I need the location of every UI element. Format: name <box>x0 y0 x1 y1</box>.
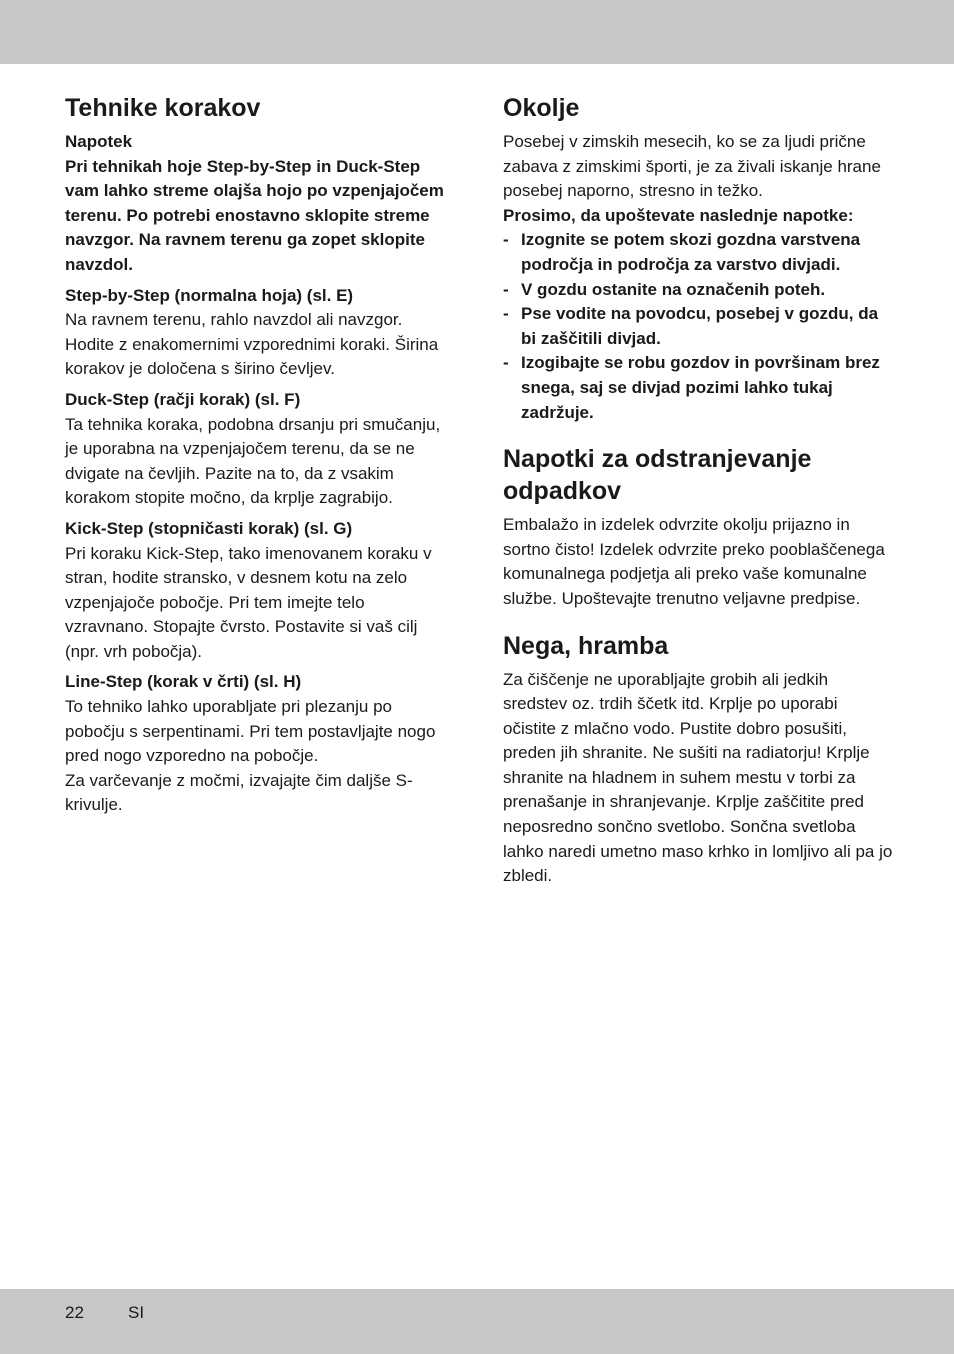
list-item: - Izogibajte se robu gozdov in površinam brez snega, saj se divjad pozimi lahko tukaj zadržuje. <box>503 351 893 425</box>
section-title-line-step: Line-Step (korak v črti) (sl. H) <box>65 672 302 692</box>
section-text-line-step-2: Za varčevanje z močmi, izvajajte čim daljše S-krivulje. <box>65 770 413 815</box>
heading-okolje: Okolje <box>503 94 580 122</box>
list-item: - Pse vodite na povodcu, posebej v gozdu, da bi zaščitili divjad. <box>503 302 893 351</box>
note-title: Napotek <box>65 132 133 151</box>
heading-tehnike-korakov: Tehnike korakov <box>65 94 261 122</box>
section-text-line-step: To tehniko lahko uporabljate pri plezanju po pobočju s serpentinami. Pri tem postavljajte nogo pred nogo vzporedno na pobočje. <box>65 697 436 766</box>
okolje-list <box>503 228 893 425</box>
section-title-kick-step: Kick-Step (stopničasti korak) (sl. G) <box>65 518 353 538</box>
okolje-text: Posebej v zimskih mesecih, ko se za ljudi prične zabava z zimskimi športi, je za živali iskanje hrane posebej naporno, stresno in težko. <box>503 132 881 201</box>
section-title-duck-step: Duck-Step (račji korak) (sl. F) <box>65 389 301 409</box>
heading-care-storage: Nega, hramba <box>503 631 669 660</box>
header-band <box>0 0 954 64</box>
waste-text: Embalažo in izdelek odvrzite okolju prijazno in sortno čisto! Izdelek odvrzite preko pooblaščenega komunalnega podjetja ali preko vaše komunalne službe. Upoštevajte trenutno veljavne predpise. <box>503 515 885 608</box>
section-text-kick-step: Pri koraku Kick-Step, tako imenovanem koraku v stran, hodite stransko, v desnem kotu na zelo vzpenjajoče pobočje. Pri tem imejte telo vzravnano. Stopajte čvrsto. Postavite si vaš cilj (npr. vrh pobočja). <box>65 543 432 661</box>
left-column <box>65 92 450 818</box>
section-title-step-by-step: Step-by-Step (normalna hoja) (sl. E) <box>65 285 354 305</box>
page-number: 22 <box>65 1303 84 1322</box>
list-item: - V gozdu ostanite na označenih poteh. <box>503 278 893 303</box>
okolje-lead: Prosimo, da upoštevate naslednje napotke: <box>503 205 854 225</box>
list-item: - Izognite se potem skozi gozdna varstvena področja in področja za varstvo divjadi. <box>503 228 893 277</box>
language-code: SI <box>128 1303 145 1322</box>
heading-waste-disposal: Napotki za odstranjevanje odpadkov <box>503 445 812 506</box>
right-column <box>503 92 893 889</box>
section-text-duck-step: Ta tehnika koraka, podobna drsanju pri smučanju, je uporabna na vzpenjajočem terenu, da se ne dvigate na čevljih. Pazite na to, da z vsakim korakom stopite močno, da krplje zagrabijo. <box>65 414 441 508</box>
care-text: Za čiščenje ne uporabljajte grobih ali jedkih sredstev oz. trdih ščetk itd. Krplje po uporabi očistite z mlačno vodo. Pustite dobro posušiti, preden jih shranite. Ne sušiti na radiatorju! Krplje shranite na hladnem in suhem mestu v torbi za prenašanje in shranjevanje. Krplje zaščitite pred neposredno sončno svetlobo. Sončna svetloba lahko naredi umetno maso krhko in lomljivo ali pa jo zbledi. <box>503 669 893 886</box>
note-text: Pri tehnikah hoje Step-by-Step in Duck-Step vam lahko streme olajša hojo po vzpenjajočem terenu. Po potrebi enostavno sklopite streme navzgor. Na ravnem terenu ga zopet sklopite navzdol. <box>65 156 444 274</box>
section-text-step-by-step: Na ravnem terenu, rahlo navzdol ali navzgor. Hodite z enakomernimi vzporednimi koraki. Širina korakov je določena s širino čevljev. <box>65 310 439 379</box>
